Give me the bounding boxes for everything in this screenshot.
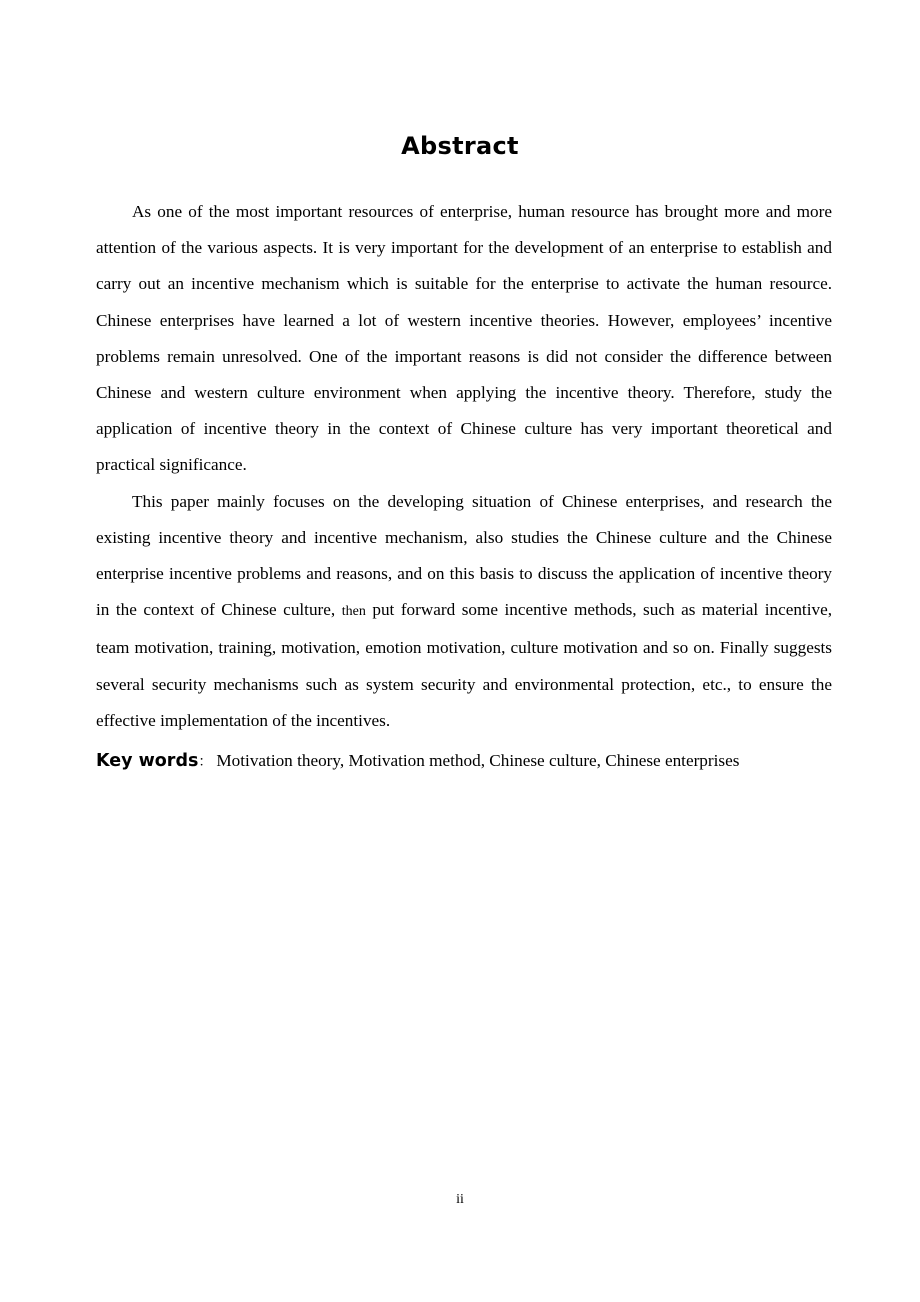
keywords-text: Motivation theory, Motivation method, Chinese culture, Chinese enterprises [216, 751, 740, 770]
abstract-body [96, 194, 832, 739]
paragraph-2-part-1: This paper mainly focuses on the developing situation of Chinese enterprises, and research the existing incentive theory and incentive mechanism, also studies the Chinese culture and the Chinese enterprise incentive problems and reasons, and on this basis to discuss the application of incentive theory in the context of Chinese culture, [96, 491, 832, 620]
keywords-line [96, 743, 856, 780]
paragraph-2-small-word: then [341, 604, 366, 620]
keywords-label: Key words [96, 751, 199, 771]
abstract-paragraph-1: As one of the most important resources of enterprise, human resource has brought more and more attention of the various aspects. It is very important for the development of an enterprise to establish and carry out an incentive mechanism which is suitable for the enterprise to activate the human resource. Chinese enterprises have learned a lot of western incentive theories. However, employees’ incentive problems remain unresolved. One of the important reasons is did not consider the difference between Chinese and western culture environment when applying the incentive theory. Therefore, study the application of incentive theory in the context of Chinese culture has very important theoretical and practical significance. [96, 202, 832, 475]
page-number: ii [456, 1192, 464, 1207]
abstract-paragraph-2 [96, 484, 832, 739]
abstract-title: Abstract [401, 132, 519, 160]
keywords-separator: ： [198, 754, 213, 770]
paragraph-2-part-2: put forward some incentive methods, such as material incentive, team motivation, training, motivation, emotion motivation, culture motivation and so on. Finally suggests several security mechanisms such as system security and environmental protection, etc., to ensure the effective implementation of the incentives. [96, 600, 833, 730]
